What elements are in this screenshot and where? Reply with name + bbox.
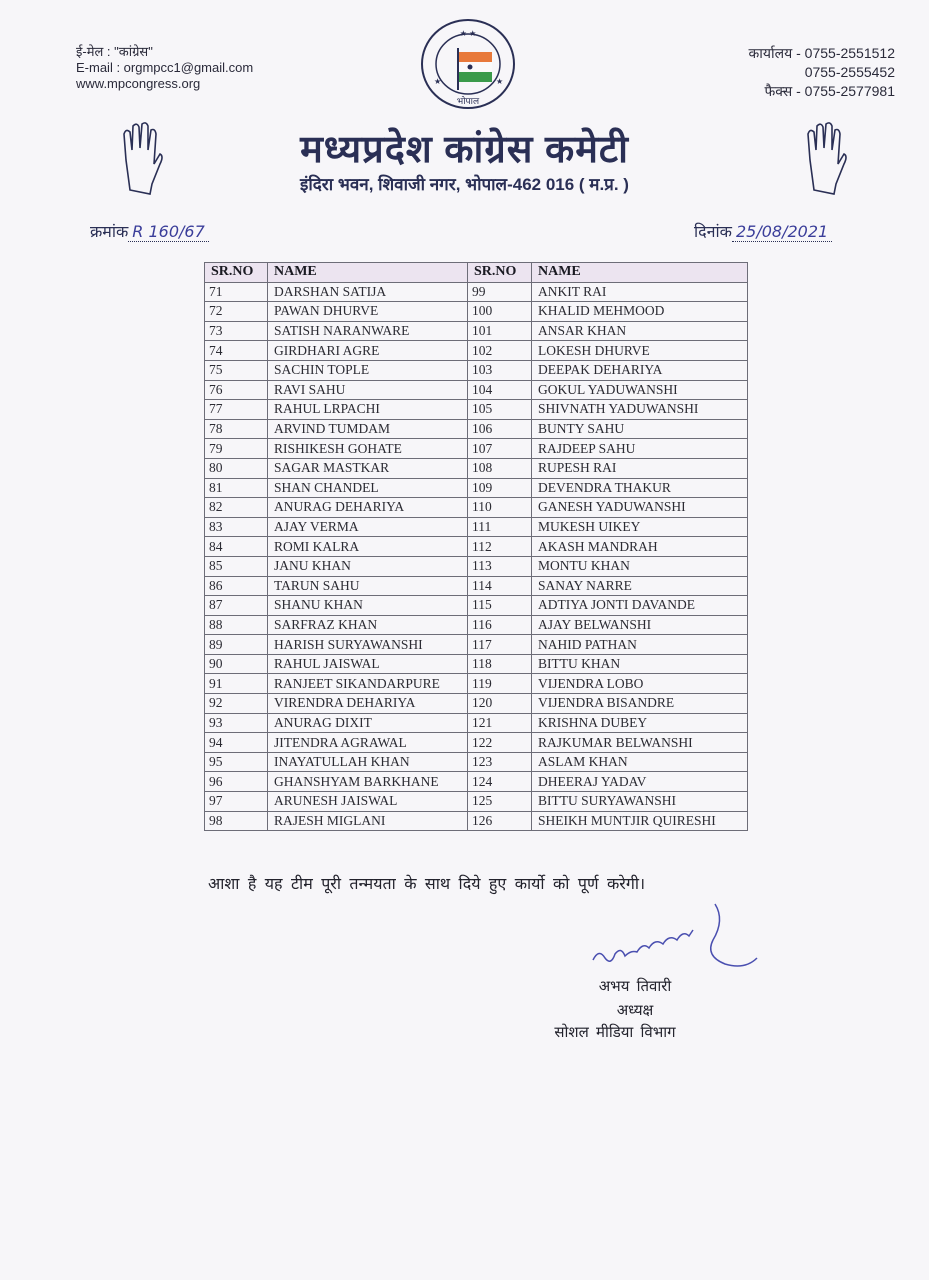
table-row bbox=[205, 537, 748, 557]
srno-cell: 94 bbox=[205, 733, 268, 753]
name-cell: ROMI KALRA bbox=[268, 537, 468, 557]
srno-cell: 79 bbox=[205, 439, 268, 459]
header-name: NAME bbox=[532, 263, 748, 283]
table-row bbox=[205, 772, 748, 792]
srno-cell: 116 bbox=[468, 615, 532, 635]
srno-cell: 123 bbox=[468, 752, 532, 772]
srno-cell: 84 bbox=[205, 537, 268, 557]
organization-address: इंदिरा भवन, शिवाजी नगर, भोपाल-462 016 ( म.प्र. ) bbox=[300, 175, 629, 194]
fax: फैक्स - 0755-2577981 bbox=[764, 83, 895, 99]
name-cell: RAHUL LRPACHI bbox=[268, 400, 468, 420]
srno-cell: 103 bbox=[468, 360, 532, 380]
srno-cell: 97 bbox=[205, 792, 268, 812]
srno-cell: 101 bbox=[468, 321, 532, 341]
name-cell: SHAN CHANDEL bbox=[268, 478, 468, 498]
table-row bbox=[205, 694, 748, 714]
name-cell: SATISH NARANWARE bbox=[268, 321, 468, 341]
table-header-row bbox=[205, 263, 748, 283]
srno-cell: 76 bbox=[205, 380, 268, 400]
contact-right bbox=[749, 44, 896, 101]
table-row bbox=[205, 321, 748, 341]
signature bbox=[585, 900, 765, 980]
srno-cell: 96 bbox=[205, 772, 268, 792]
svg-text:भोपाल: भोपाल bbox=[456, 96, 480, 106]
srno-cell: 125 bbox=[468, 792, 532, 812]
srno-cell: 92 bbox=[205, 694, 268, 714]
table-row bbox=[205, 400, 748, 420]
table-row bbox=[205, 341, 748, 361]
srno-cell: 89 bbox=[205, 635, 268, 655]
srno-cell: 72 bbox=[205, 302, 268, 322]
name-cell: KHALID MEHMOOD bbox=[532, 302, 748, 322]
name-cell: GANESH YADUWANSHI bbox=[532, 498, 748, 518]
table-row bbox=[205, 635, 748, 655]
table-row bbox=[205, 556, 748, 576]
name-cell: RAHUL JAISWAL bbox=[268, 654, 468, 674]
srno-cell: 121 bbox=[468, 713, 532, 733]
contact-left bbox=[76, 44, 253, 92]
table-row bbox=[205, 596, 748, 616]
name-cell: DHEERAJ YADAV bbox=[532, 772, 748, 792]
table-row bbox=[205, 792, 748, 812]
email-label: ई-मेल : "कांग्रेस" bbox=[76, 44, 153, 59]
srno-cell: 83 bbox=[205, 517, 268, 537]
office-phone-2: 0755-2555452 bbox=[804, 64, 895, 80]
name-cell: TARUN SAHU bbox=[268, 576, 468, 596]
name-cell: SHIVNATH YADUWANSHI bbox=[532, 400, 748, 420]
srno-cell: 93 bbox=[205, 713, 268, 733]
name-cell: DEEPAK DEHARIYA bbox=[532, 360, 748, 380]
srno-cell: 85 bbox=[205, 556, 268, 576]
date-label: दिनांक bbox=[694, 224, 732, 241]
srno-cell: 115 bbox=[468, 596, 532, 616]
name-cell: AKASH MANDRAH bbox=[532, 537, 748, 557]
name-cell: RAVI SAHU bbox=[268, 380, 468, 400]
srno-cell: 91 bbox=[205, 674, 268, 694]
srno-cell: 110 bbox=[468, 498, 532, 518]
name-cell: BUNTY SAHU bbox=[532, 419, 748, 439]
closing-note: आशा है यह टीम पूरी तन्मयता के साथ दिये हुए कार्यो को पूर्ण करेगी। bbox=[208, 876, 646, 893]
name-cell: SARFRAZ KHAN bbox=[268, 615, 468, 635]
name-cell: AJAY VERMA bbox=[268, 517, 468, 537]
srno-cell: 77 bbox=[205, 400, 268, 420]
srno-cell: 82 bbox=[205, 498, 268, 518]
srno-cell: 126 bbox=[468, 811, 532, 831]
srno-cell: 71 bbox=[205, 282, 268, 302]
name-cell: SHEIKH MUNTJIR QUIRESHI bbox=[532, 811, 748, 831]
table-row bbox=[205, 752, 748, 772]
name-cell: RAJKUMAR BELWANSHI bbox=[532, 733, 748, 753]
name-cell: SHANU KHAN bbox=[268, 596, 468, 616]
srno-cell: 111 bbox=[468, 517, 532, 537]
srno-cell: 81 bbox=[205, 478, 268, 498]
table-row bbox=[205, 360, 748, 380]
table-row bbox=[205, 478, 748, 498]
name-cell: SAGAR MASTKAR bbox=[268, 458, 468, 478]
table-row bbox=[205, 654, 748, 674]
table-row bbox=[205, 439, 748, 459]
name-cell: ASLAM KHAN bbox=[532, 752, 748, 772]
name-cell: ANURAG DEHARIYA bbox=[268, 498, 468, 518]
srno-cell: 122 bbox=[468, 733, 532, 753]
name-cell: VIRENDRA DEHARIYA bbox=[268, 694, 468, 714]
name-cell: HARISH SURYAWANSHI bbox=[268, 635, 468, 655]
srno-cell: 104 bbox=[468, 380, 532, 400]
srno-cell: 98 bbox=[205, 811, 268, 831]
table-row bbox=[205, 380, 748, 400]
name-cell: BITTU SURYAWANSHI bbox=[532, 792, 748, 812]
srno-cell: 118 bbox=[468, 654, 532, 674]
organization-name: मध्यप्रदेश कांग्रेस कमेटी bbox=[300, 129, 629, 171]
table-row bbox=[205, 282, 748, 302]
srno-cell: 109 bbox=[468, 478, 532, 498]
header-srno: SR.NO bbox=[468, 263, 532, 283]
name-cell: INAYATULLAH KHAN bbox=[268, 752, 468, 772]
reference-value: R 160/67 bbox=[128, 222, 209, 242]
name-cell: GHANSHYAM BARKHANE bbox=[268, 772, 468, 792]
name-cell: JITENDRA AGRAWAL bbox=[268, 733, 468, 753]
name-cell: SANAY NARRE bbox=[532, 576, 748, 596]
srno-cell: 90 bbox=[205, 654, 268, 674]
svg-text:★: ★ bbox=[496, 77, 504, 86]
signatory-name: अभय तिवारी bbox=[598, 978, 672, 995]
srno-cell: 112 bbox=[468, 537, 532, 557]
name-cell: DARSHAN SATIJA bbox=[268, 282, 468, 302]
table-row bbox=[205, 811, 748, 831]
srno-cell: 124 bbox=[468, 772, 532, 792]
table-row bbox=[205, 615, 748, 635]
srno-cell: 86 bbox=[205, 576, 268, 596]
name-cell: RAJDEEP SAHU bbox=[532, 439, 748, 459]
table-row bbox=[205, 674, 748, 694]
name-cell: MUKESH UIKEY bbox=[532, 517, 748, 537]
table-row bbox=[205, 458, 748, 478]
reference-label: क्रमांक bbox=[90, 224, 129, 241]
srno-cell: 74 bbox=[205, 341, 268, 361]
name-cell: RUPESH RAI bbox=[532, 458, 748, 478]
name-cell: JANU KHAN bbox=[268, 556, 468, 576]
table-row bbox=[205, 517, 748, 537]
name-cell: BITTU KHAN bbox=[532, 654, 748, 674]
name-cell: GIRDHARI AGRE bbox=[268, 341, 468, 361]
date-value: 25/08/2021 bbox=[732, 222, 832, 242]
srno-cell: 106 bbox=[468, 419, 532, 439]
name-cell: NAHID PATHAN bbox=[532, 635, 748, 655]
members-table bbox=[204, 262, 748, 831]
name-cell: GOKUL YADUWANSHI bbox=[532, 380, 748, 400]
srno-cell: 108 bbox=[468, 458, 532, 478]
srno-cell: 88 bbox=[205, 615, 268, 635]
party-seal-logo bbox=[420, 18, 516, 110]
srno-cell: 120 bbox=[468, 694, 532, 714]
srno-cell: 102 bbox=[468, 341, 532, 361]
srno-cell: 105 bbox=[468, 400, 532, 420]
svg-text:★: ★ bbox=[434, 77, 442, 86]
name-cell: ANURAG DIXIT bbox=[268, 713, 468, 733]
signatory-department: सोशल मीडिया विभाग bbox=[554, 1024, 676, 1041]
table-row bbox=[205, 302, 748, 322]
office-phone-1: कार्यालय - 0755-2551512 bbox=[748, 45, 895, 61]
name-cell: ADTIYA JONTI DAVANDE bbox=[532, 596, 748, 616]
signatory-designation: अध्यक्ष bbox=[616, 1002, 654, 1019]
srno-cell: 73 bbox=[205, 321, 268, 341]
srno-cell: 75 bbox=[205, 360, 268, 380]
srno-cell: 100 bbox=[468, 302, 532, 322]
name-cell: LOKESH DHURVE bbox=[532, 341, 748, 361]
srno-cell: 113 bbox=[468, 556, 532, 576]
name-cell: ARVIND TUMDAM bbox=[268, 419, 468, 439]
email: E-mail : orgmpcc1@gmail.com bbox=[76, 60, 254, 75]
srno-cell: 114 bbox=[468, 576, 532, 596]
name-cell: SACHIN TOPLE bbox=[268, 360, 468, 380]
table-row bbox=[205, 713, 748, 733]
reference-number bbox=[90, 220, 209, 242]
srno-cell: 87 bbox=[205, 596, 268, 616]
name-cell: RANJEET SIKANDARPURE bbox=[268, 674, 468, 694]
srno-cell: 117 bbox=[468, 635, 532, 655]
srno-cell: 95 bbox=[205, 752, 268, 772]
srno-cell: 107 bbox=[468, 439, 532, 459]
name-cell: ARUNESH JAISWAL bbox=[268, 792, 468, 812]
table-row bbox=[205, 576, 748, 596]
name-cell: RAJESH MIGLANI bbox=[268, 811, 468, 831]
table-row bbox=[205, 498, 748, 518]
document-date bbox=[694, 220, 832, 242]
header-name: NAME bbox=[268, 263, 468, 283]
name-cell: MONTU KHAN bbox=[532, 556, 748, 576]
header-srno: SR.NO bbox=[205, 263, 268, 283]
table-row bbox=[205, 733, 748, 753]
name-cell: PAWAN DHURVE bbox=[268, 302, 468, 322]
srno-cell: 99 bbox=[468, 282, 532, 302]
name-cell: DEVENDRA THAKUR bbox=[532, 478, 748, 498]
srno-cell: 78 bbox=[205, 419, 268, 439]
name-cell: KRISHNA DUBEY bbox=[532, 713, 748, 733]
name-cell: AJAY BELWANSHI bbox=[532, 615, 748, 635]
svg-text:★ ★: ★ ★ bbox=[459, 29, 477, 38]
name-cell: RISHIKESH GOHATE bbox=[268, 439, 468, 459]
name-cell: VIJENDRA BISANDRE bbox=[532, 694, 748, 714]
name-cell: VIJENDRA LOBO bbox=[532, 674, 748, 694]
srno-cell: 119 bbox=[468, 674, 532, 694]
table-row bbox=[205, 419, 748, 439]
name-cell: ANSAR KHAN bbox=[532, 321, 748, 341]
name-cell: ANKIT RAI bbox=[532, 282, 748, 302]
website: www.mpcongress.org bbox=[76, 76, 201, 91]
srno-cell: 80 bbox=[205, 458, 268, 478]
